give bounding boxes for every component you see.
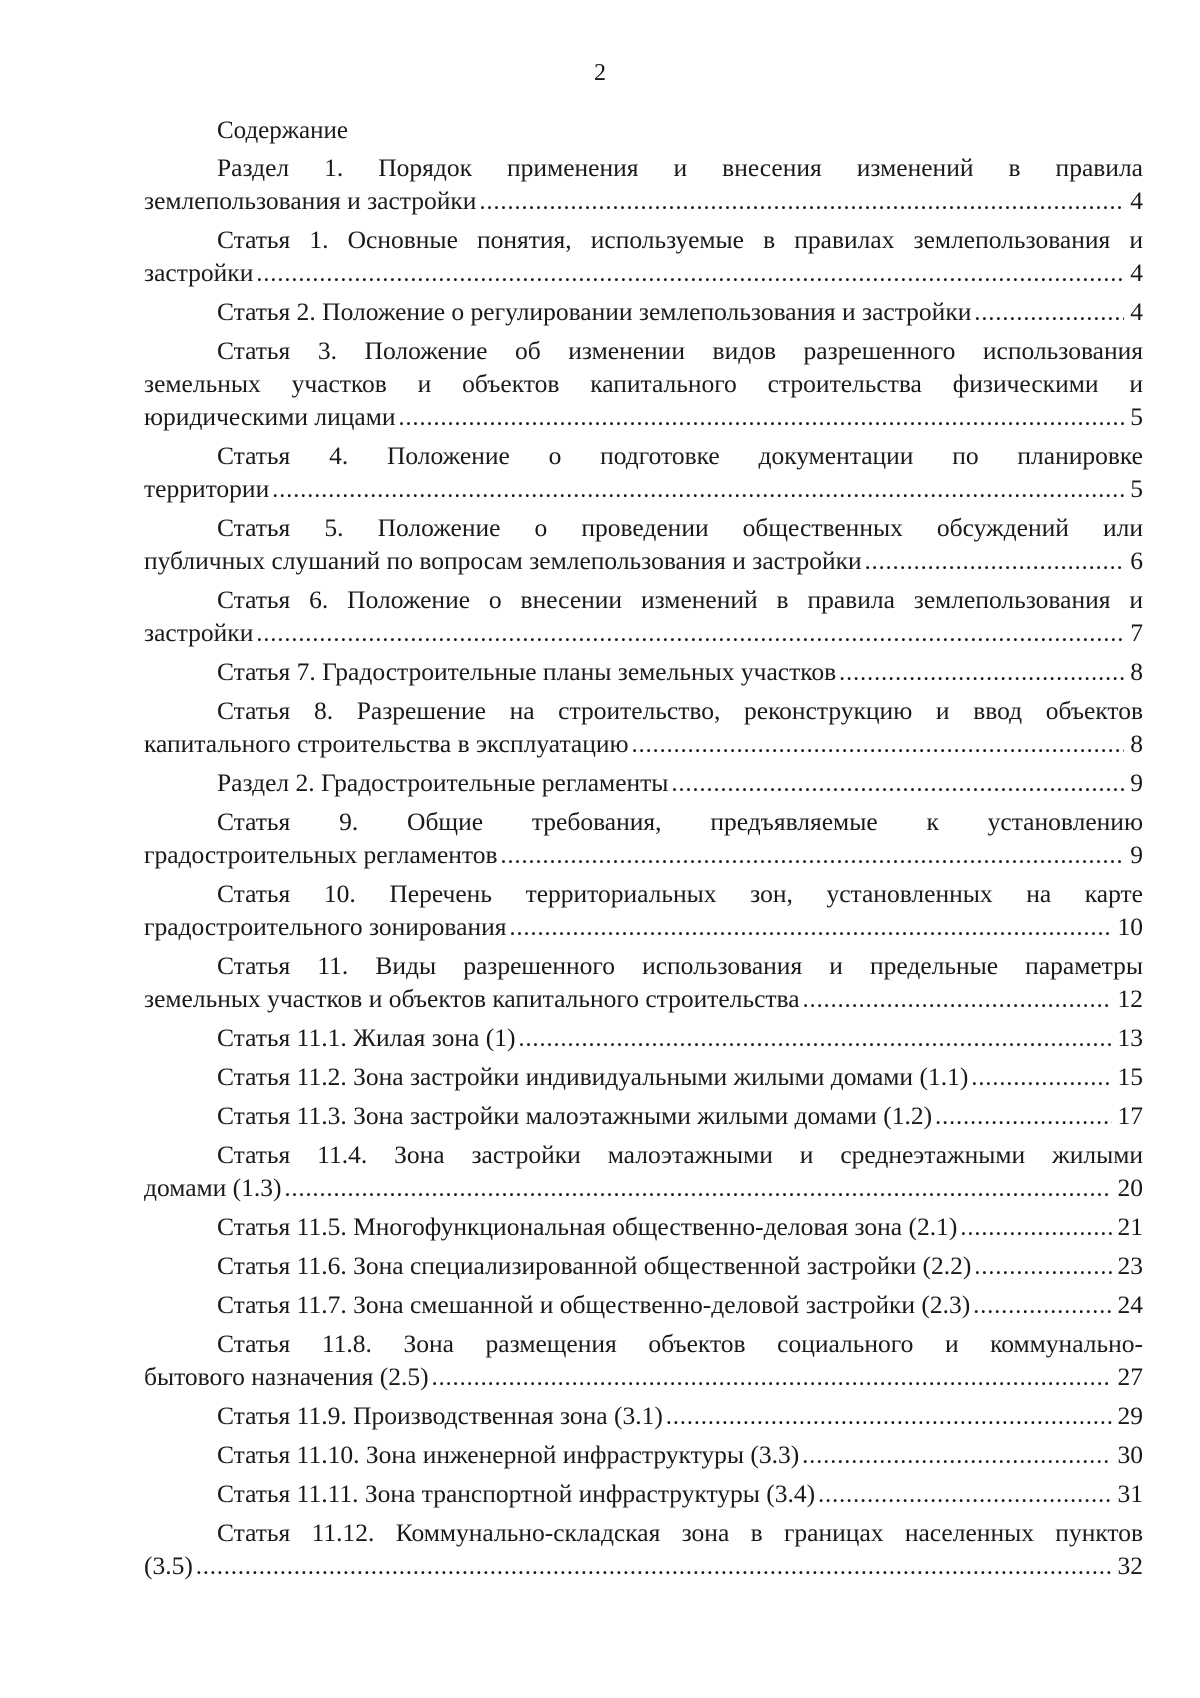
toc-entry-title-line: земельных участков и объектов капитального строительства физическими и [144, 369, 1143, 398]
toc-entry-page: 17 [1117, 1101, 1143, 1130]
toc-entry-page: 27 [1117, 1362, 1143, 1391]
toc-entry[interactable] [144, 151, 1143, 219]
toc-entry-page: 20 [1117, 1173, 1143, 1202]
dot-leader [960, 1212, 1111, 1245]
toc-entry-title-line: Статья 3. Положение об изменении видов разрешенного использования [217, 336, 1143, 365]
toc-entry-page: 10 [1117, 912, 1143, 941]
toc-entry-title: Статья 11.10. Зона инженерной инфраструктуры (3.3) [217, 1440, 800, 1469]
toc-entry[interactable] [144, 1249, 1143, 1284]
toc-entry-title-line: Статья 9. Общие требования, предъявляемые к установлению [217, 807, 1143, 836]
dot-leader [256, 258, 1124, 291]
toc-entry-title: застройки [144, 258, 254, 287]
toc-entry-title-line: Статья 11. Виды разрешенного использования и предельные параметры [217, 951, 1143, 980]
toc-entry-page: 6 [1130, 546, 1143, 575]
dot-leader [974, 1251, 1111, 1284]
toc-entry[interactable] [144, 1438, 1143, 1473]
toc-entry-page: 31 [1117, 1479, 1143, 1508]
dot-leader [973, 1290, 1111, 1323]
toc-entry[interactable] [144, 583, 1143, 651]
toc-entry[interactable] [144, 877, 1143, 945]
toc-entry[interactable] [144, 1327, 1143, 1395]
dot-leader [818, 1479, 1111, 1512]
toc-entry[interactable] [144, 766, 1143, 801]
toc-entry[interactable] [144, 655, 1143, 690]
dot-leader [432, 1362, 1112, 1395]
toc-entry-title-line: Статья 11.4. Зона застройки малоэтажными и среднеэтажными жилыми [217, 1140, 1143, 1169]
toc-entry-title-line: Раздел 1. Порядок применения и внесения изменений в правила [217, 153, 1143, 182]
toc-entry-title: Статья 7. Градостроительные планы земельных участков [217, 657, 837, 686]
toc-entry-title: землепользования и застройки [144, 186, 477, 215]
toc-entry-page: 8 [1130, 657, 1143, 686]
toc-entry-title: земельных участков и объектов капитального строительства [144, 984, 800, 1013]
toc-entry-title: градостроительных регламентов [144, 840, 498, 869]
toc-entry[interactable] [144, 511, 1143, 579]
toc-entry-page: 24 [1117, 1290, 1143, 1319]
toc-entry-title-line: Статья 4. Положение о подготовке документации по планировке [217, 441, 1143, 470]
toc-entry-page: 32 [1117, 1551, 1143, 1580]
toc-entry-title: Статья 11.2. Зона застройки индивидуальными жилыми домами (1.1) [217, 1062, 969, 1091]
dot-leader [802, 1440, 1111, 1473]
toc-entry-page: 5 [1130, 402, 1143, 431]
dot-leader [518, 1023, 1111, 1056]
toc-entry-page: 4 [1130, 186, 1143, 215]
dot-leader [272, 474, 1124, 507]
dot-leader [398, 402, 1124, 435]
toc-entry-title-line: Статья 1. Основные понятия, используемые в правилах землепользования и [217, 225, 1143, 254]
toc-entry[interactable] [144, 1516, 1143, 1584]
toc-entry-title-line: Статья 8. Разрешение на строительство, реконструкцию и ввод объектов [217, 696, 1143, 725]
toc-entry-title-line: Статья 6. Положение о внесении изменений в правила землепользования и [217, 585, 1143, 614]
toc-entry-page: 30 [1117, 1440, 1143, 1469]
dot-leader [839, 657, 1124, 690]
toc-entry-page: 12 [1117, 984, 1143, 1013]
toc-entry-title: Статья 11.7. Зона смешанной и общественно-деловой застройки (2.3) [217, 1290, 971, 1319]
toc-entry[interactable] [144, 1288, 1143, 1323]
toc-entry-title: бытового назначения (2.5) [144, 1362, 429, 1391]
dot-leader [971, 1062, 1111, 1095]
dot-leader [865, 546, 1125, 579]
toc-entry-title-line: Статья 11.12. Коммунально-складская зона в границах населенных пунктов [217, 1518, 1143, 1547]
dot-leader [509, 912, 1111, 945]
toc-entry-title: Статья 11.6. Зона специализированной общественной застройки (2.2) [217, 1251, 972, 1280]
toc-entry-page: 15 [1117, 1062, 1143, 1091]
toc-entry[interactable] [144, 949, 1143, 1017]
page-number: 2 [594, 60, 606, 86]
toc-entry-title: Статья 11.11. Зона транспортной инфраструктуры (3.4) [217, 1479, 816, 1508]
toc-entry-title: Статья 11.5. Многофункциональная общественно-деловая зона (2.1) [217, 1212, 958, 1241]
toc-entry[interactable] [144, 1021, 1143, 1056]
toc-entry[interactable] [144, 439, 1143, 507]
toc-entry-page: 4 [1130, 297, 1143, 326]
toc-entry-page: 9 [1130, 768, 1143, 797]
toc-entry-title: капитального строительства в эксплуатацию [144, 729, 629, 758]
dot-leader [196, 1551, 1112, 1584]
toc-entry-title: Статья 11.9. Производственная зона (3.1) [217, 1401, 663, 1430]
dot-leader [666, 1401, 1112, 1434]
toc-entry[interactable] [144, 694, 1143, 762]
toc-entry[interactable] [144, 295, 1143, 330]
toc-entry-title: Статья 11.3. Зона застройки малоэтажными жилыми домами (1.2) [217, 1101, 933, 1130]
toc-entry-page: 4 [1130, 258, 1143, 287]
dot-leader [479, 186, 1124, 219]
toc-entry[interactable] [144, 334, 1143, 435]
toc-entry-title-line: Статья 5. Положение о проведении общественных обсуждений или [217, 513, 1143, 542]
dot-leader [285, 1173, 1112, 1206]
dot-leader [256, 618, 1124, 651]
toc-entry[interactable] [144, 1138, 1143, 1206]
toc-entry[interactable] [144, 1477, 1143, 1512]
toc-entry-page: 8 [1130, 729, 1143, 758]
dot-leader [501, 840, 1125, 873]
toc-entry-title-line: Статья 11.8. Зона размещения объектов социального и коммунально- [217, 1329, 1143, 1358]
toc-entry-page: 9 [1130, 840, 1143, 869]
toc-entry-page: 29 [1117, 1401, 1143, 1430]
toc-entry-title: Статья 2. Положение о регулировании землепользования и застройки [217, 297, 972, 326]
toc-entry-title: (3.5) [144, 1551, 193, 1580]
dot-leader [974, 297, 1124, 330]
toc-entry-page: 23 [1117, 1251, 1143, 1280]
dot-leader [632, 729, 1125, 762]
dot-leader [803, 984, 1112, 1017]
toc-entry[interactable] [144, 1099, 1143, 1134]
toc-entry-title: территории [144, 474, 270, 503]
dot-leader [935, 1101, 1111, 1134]
toc-entry-title: градостроительного зонирования [144, 912, 507, 941]
toc-entry-title: Статья 11.1. Жилая зона (1) [217, 1023, 516, 1052]
toc-entry[interactable] [144, 223, 1143, 291]
toc-entry-page: 7 [1130, 618, 1143, 647]
toc-entry-title: Раздел 2. Градостроительные регламенты [217, 768, 669, 797]
toc-entry[interactable] [144, 1210, 1143, 1245]
toc-heading: Содержание [217, 117, 348, 144]
toc-entry-title-line: Статья 10. Перечень территориальных зон, установленных на карте [217, 879, 1143, 908]
toc-entry-page: 21 [1117, 1212, 1143, 1241]
table-of-contents [144, 151, 1143, 1588]
toc-entry-title: домами (1.3) [144, 1173, 282, 1202]
toc-entry[interactable] [144, 1399, 1143, 1434]
toc-entry[interactable] [144, 1060, 1143, 1095]
toc-entry-title: юридическими лицами [144, 402, 396, 431]
toc-entry-page: 13 [1117, 1023, 1143, 1052]
toc-entry-title: застройки [144, 618, 254, 647]
toc-entry[interactable] [144, 805, 1143, 873]
toc-entry-title: публичных слушаний по вопросам землепользования и застройки [144, 546, 862, 575]
toc-entry-page: 5 [1130, 474, 1143, 503]
dot-leader [671, 768, 1124, 801]
